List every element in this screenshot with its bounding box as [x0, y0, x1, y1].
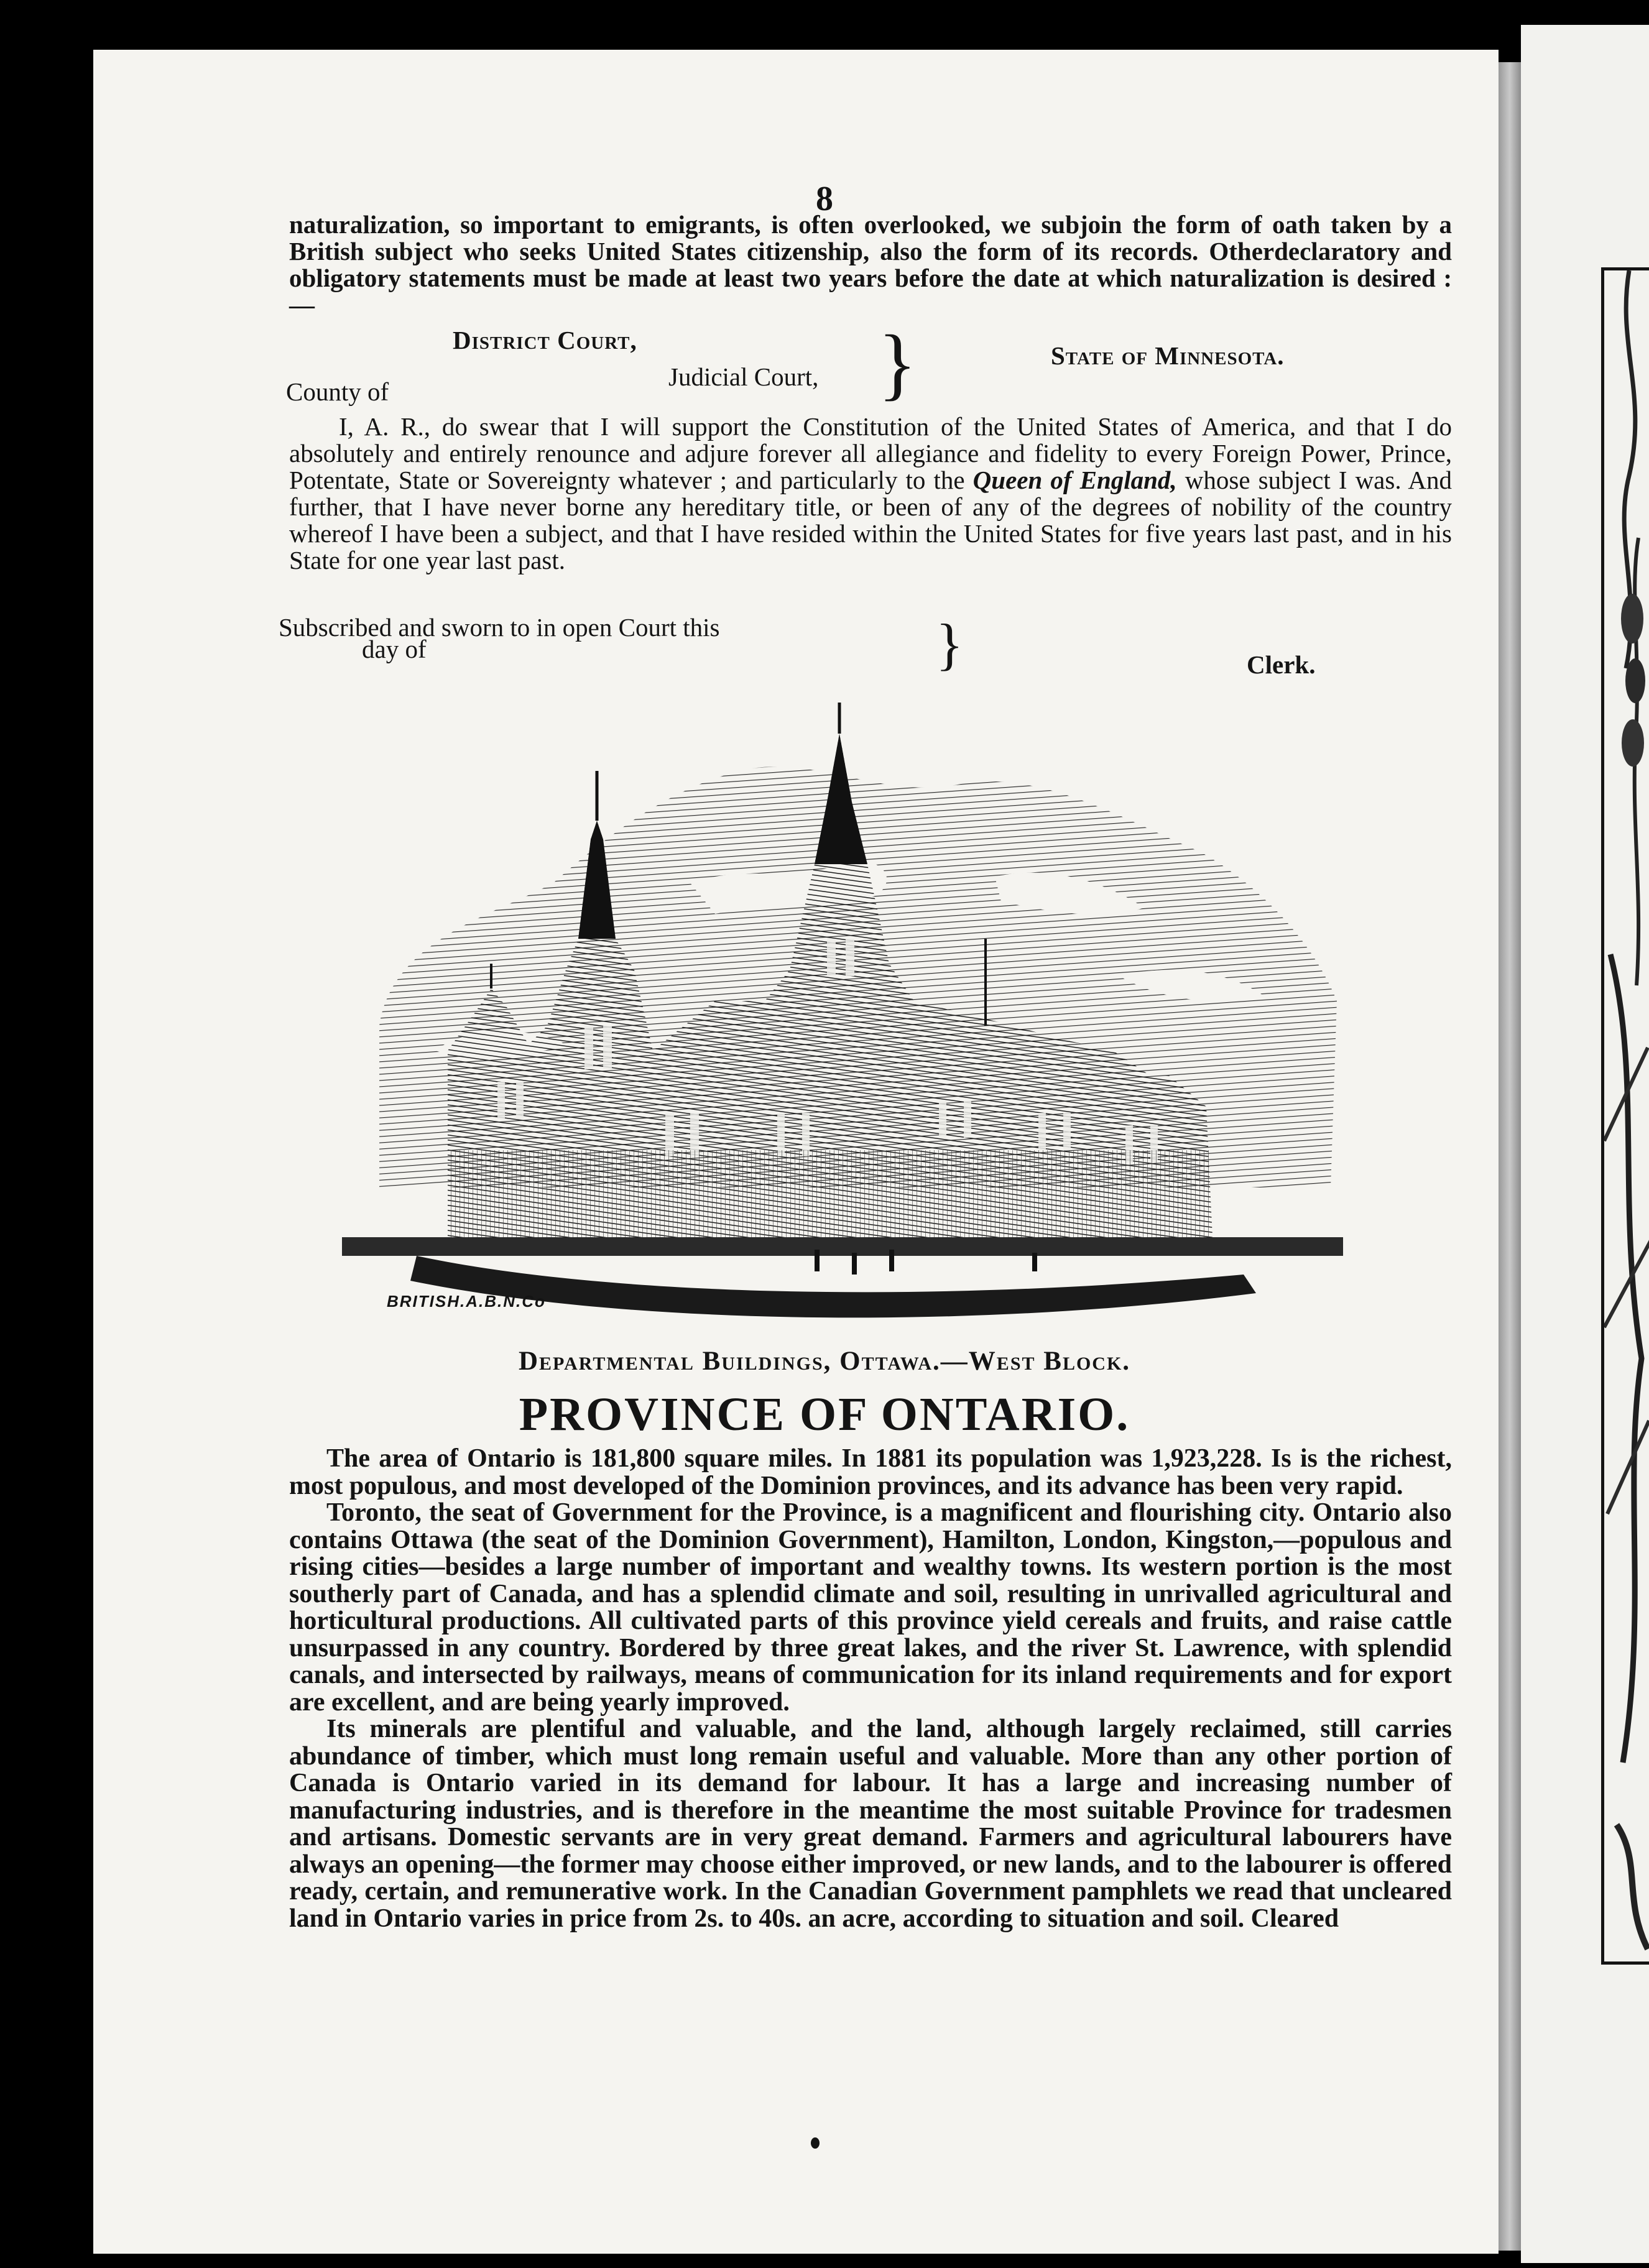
oath-text: [289, 413, 1452, 574]
county-label: County of: [286, 377, 389, 406]
district-court-label: District Court,: [453, 326, 637, 354]
book-spine: [1499, 62, 1521, 2251]
day-of-line: day of: [362, 635, 427, 663]
clerk-label: Clerk.: [1247, 650, 1316, 679]
subscribed-line: Subscribed and sworn to in open Court this: [279, 613, 720, 642]
wheat-illustration-fragment: [1604, 270, 1649, 1965]
engraver-mark: BRITISH.A.B.N.Co: [387, 1292, 546, 1311]
naturalization-intro: [289, 211, 1452, 318]
oath-paragraph: [289, 413, 1452, 574]
state-label: State of Minnesota.: [1051, 341, 1285, 370]
ontario-paragraph-2: Toronto, the seat of Government for the Province, is a magnificent and flourishing city. Ontario also contains Ottawa (the seat of the Dominion Government), Hamilton, London, Kingston,—populous and rising cities—besides a large number of important and wealthy towns. Its western portion is the most southerly part of Canada, and has a splendid climate and soil, resulting in unrivalled agricultural and horticultural productions. All cultivated parts of this province yield cereals and fruits, and raise cattle unsurpassed in any country. Bordered by three great lakes, and the river St. Lawrence, with splendid canals, and intersected by railways, means of communication for its inland requirements and for export are excellent, and are being yearly improved.: [289, 1498, 1452, 1717]
footer-mark: [811, 2137, 820, 2149]
page-number: 8: [816, 180, 833, 218]
signature-brace: }: [936, 612, 964, 676]
illustration-caption: Departmental Buildings, Ottawa.—West Block.: [518, 1347, 1131, 1376]
ontario-paragraph-1: The area of Ontario is 181,800 square miles. In 1881 its population was 1,923,228. Is is the richest, most populous, and most developed of the Dominion provinces, and its advance has been very rapid.: [289, 1444, 1452, 1500]
ontario-paragraph-3: Its minerals are plentiful and valuable, and the land, although largely reclaimed, still carries abundance of timber, which must long remain useful and valuable. More than any other portion of Canada is Ontario varied in its demand for labour. It has a large and increasing number of manufacturing industries, and is therefore in the meantime the most suitable Province for tradesmen and artisans. Domestic servants are in very great demand. Farmers and agricultural labourers have always an opening—the former may choose either improved, or new lands, and to the labourer is offered ready, certain, and remunerative work. In the Canadian Government pamphlets we read that uncleared land in Ontario varies in price from 2s. to 40s. an acre, according to situation and soil. Cleared: [289, 1715, 1452, 1933]
oath-emphasis: Queen of England,: [972, 466, 1177, 494]
section-heading: PROVINCE OF ONTARIO.: [519, 1388, 1130, 1441]
oath-text-part-1: I, A. R., do swear that I will support the Constitution of the United States of America, and that I do absolutely and entirely renounce and adjure forever all allegiance and fidelity to every Foreign Power, Prince, Potentate, State or Sovereignty whatever ; and particularly to the: [289, 412, 1452, 494]
ontario-text: [289, 1445, 1452, 1932]
adjacent-page-illustration-frame: [1601, 267, 1649, 1965]
judicial-court-label: Judicial Court,: [668, 362, 819, 391]
oath-text-part-2: whose subject I was. And further, that I have never borne any hereditary title, or been of any of the degrees of nobility of the country whereof I have been a subject, and that I have resided within the United States for five years last past, and in his State for one year last past.: [289, 466, 1453, 574]
court-brace: }: [878, 319, 917, 408]
naturalization-intro-text: naturalization, so important to emigrants, is often overlooked, we subjoin the form of oath taken by a British subject who seeks United States citizenship, also the form of its records. Otherdeclaratory and obligatory statements must be made at least two years before the date at which naturalization is desired :—: [289, 210, 1452, 319]
parliament-west-block-engraving: [342, 678, 1343, 1330]
